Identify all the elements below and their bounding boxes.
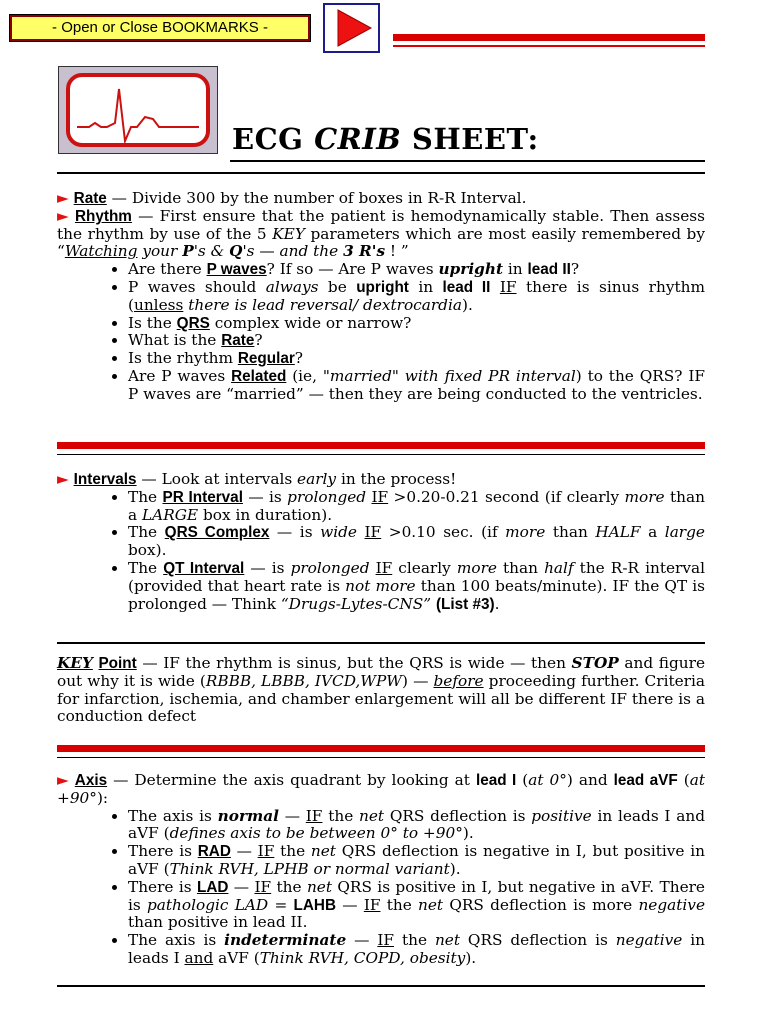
list-item: • P waves should always be upright in lead II IF there is sinus rhythm (unless there is lead reversal/ dextrocardia). (128, 279, 705, 315)
section-divider-4 (57, 745, 705, 752)
arrow-icon: ► (57, 470, 69, 488)
intervals-section (57, 471, 705, 613)
arrow-icon: ► (57, 206, 69, 225)
list-item: • Is the QRS complex wide or narrow? (128, 315, 705, 333)
axis-list (57, 808, 705, 968)
footer-rule (57, 985, 705, 987)
arrow-icon: ► (57, 189, 69, 207)
key-point-section (57, 655, 705, 726)
list-item: • Are P waves Related (ie, "married" with fixed PR interval) to the QRS? IF P waves are “married” — then they are being conducted to the ventricles. (128, 368, 705, 404)
section-divider-2-thin (57, 454, 705, 455)
intervals-list (57, 489, 705, 614)
key-point-paragraph: KEY Point — IF the rhythm is sinus, but the QRS is wide — then STOP and figure out why it is wide (RBBB, LBBB, IVCD,WPW) — before proceeding further. Criteria for infarction, ischemia, and chamber enlargement will all be different IF there is a conduction defect (57, 654, 705, 726)
bookmarks-toggle-button[interactable]: - Open or Close BOOKMARKS - (10, 15, 310, 41)
rhythm-paragraph: ► Rhythm — First ensure that the patient is hemodynamically stable. Then assess the rhythm by use of the 5 KEY parameters which are most easily remembered by “Watching your P's & Q's — and the 3 R's ! ” (57, 206, 705, 261)
section-divider-2 (57, 442, 705, 449)
section-divider-4-thin (57, 757, 705, 758)
axis-section (57, 772, 705, 968)
arrow-icon: ► (57, 771, 69, 789)
page-title: ECG CRIB SHEET: (232, 122, 539, 156)
play-arrow-icon (325, 5, 378, 51)
intervals-paragraph: ► Intervals — Look at intervals early in the process! (57, 470, 457, 488)
list-item: • The PR Interval — is prolonged IF >0.20-0.21 second (if clearly more than a LARGE box in duration). (128, 489, 705, 525)
rate-rhythm-section (57, 190, 705, 404)
next-page-button[interactable] (323, 3, 380, 53)
title-rule (230, 160, 705, 162)
list-item: • Is the rhythm Regular? (128, 350, 705, 368)
list-item: • What is the Rate? (128, 332, 705, 350)
axis-paragraph: ► Axis — Determine the axis quadrant by looking at lead I (at 0°) and lead aVF (at +90°): (57, 771, 705, 807)
list-item: • Are there P waves? If so — Are P waves upright in lead II? (128, 261, 705, 279)
list-item: • There is RAD — IF the net QRS deflection is negative in I, but positive in aVF (Think RVH, LPHB or normal variant). (128, 843, 705, 879)
list-item: • There is LAD — IF the net QRS is positive in I, but negative in aVF. There is pathologic LAD = LAHB — IF the net QRS deflection is more negative than positive in lead II. (128, 879, 705, 932)
section-divider-1 (57, 172, 705, 174)
rhythm-list (57, 261, 705, 403)
list-item: • The QT Interval — is prolonged IF clearly more than half the R-R interval (provided that heart rate is not more than 100 beats/minute). IF the QT is prolonged — Think “Drugs-Lytes-CNS” (List #3). (128, 560, 705, 613)
header-rule (393, 34, 705, 41)
header-rule-thin (393, 45, 705, 47)
ecg-waveform-icon (59, 67, 217, 153)
ecg-monitor-logo (58, 66, 218, 154)
list-item: • The axis is indeterminate — IF the net QRS deflection is negative in leads I and aVF (Think RVH, COPD, obesity). (128, 932, 705, 968)
section-divider-3 (57, 642, 705, 644)
list-item: • The QRS Complex — is wide IF >0.10 sec. (if more than HALF a large box). (128, 524, 705, 560)
list-item: • The axis is normal — IF the net QRS deflection is positive in leads I and aVF (defines axis to be between 0° to +90°). (128, 808, 705, 844)
rate-paragraph: ► Rate — Divide 300 by the number of boxes in R-R Interval. (57, 189, 527, 207)
